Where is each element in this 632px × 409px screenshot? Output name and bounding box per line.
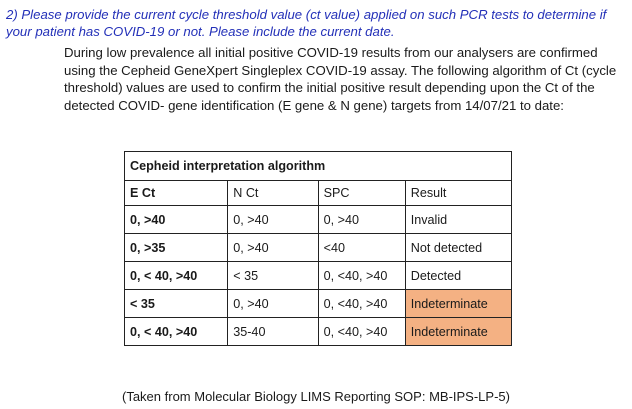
header-result: Result [405,181,511,206]
cell-e-ct: < 35 [125,290,228,318]
cell-e-ct: 0, >40 [125,206,228,234]
header-n-ct: N Ct [228,181,318,206]
source-footnote: (Taken from Molecular Biology LIMS Reporting SOP: MB-IPS-LP-5) [122,389,510,404]
table-title-row [125,152,512,181]
cell-e-ct: 0, >35 [125,234,228,262]
cell-spc: 0, >40 [318,206,405,234]
cell-n-ct: 0, >40 [228,206,318,234]
cell-spc: 0, <40, >40 [318,290,405,318]
cell-n-ct: < 35 [228,262,318,290]
cell-result-highlighted: Indeterminate [405,318,511,346]
cell-result: Detected [405,262,511,290]
table-title: Cepheid interpretation algorithm [125,152,512,181]
table-row [125,290,512,318]
answer-paragraph: During low prevalence all initial positive COVID-19 results from our analysers are confirmed using the Cepheid GeneXpert Singleplex COVID-19 assay. The following algorithm of Ct (cycle threshold) values are used to confirm the initial positive result depending upon the Ct of the detected COVID- gene identification (E gene & N gene) targets from 14/07/21 to date: [64,45,617,113]
cell-n-ct: 0, >40 [228,234,318,262]
header-spc: SPC [318,181,405,206]
cell-result: Not detected [405,234,511,262]
header-e-ct: E Ct [125,181,228,206]
table-header-row [125,181,512,206]
table-row [125,318,512,346]
cell-n-ct: 35-40 [228,318,318,346]
cell-spc: 0, <40, >40 [318,318,405,346]
cell-spc: <40 [318,234,405,262]
table-row [125,262,512,290]
cell-result: Invalid [405,206,511,234]
cell-e-ct: 0, < 40, >40 [125,318,228,346]
cell-n-ct: 0, >40 [228,290,318,318]
cell-spc: 0, <40, >40 [318,262,405,290]
cepheid-algorithm-table [124,151,512,346]
cell-result-highlighted: Indeterminate [405,290,511,318]
cell-e-ct: 0, < 40, >40 [125,262,228,290]
table-row [125,206,512,234]
question-text: 2) Please provide the current cycle threshold value (ct value) applied on such PCR tests to determine if your patient has COVID-19 or not. Please include the current date. [6,7,607,39]
table-row [125,234,512,262]
